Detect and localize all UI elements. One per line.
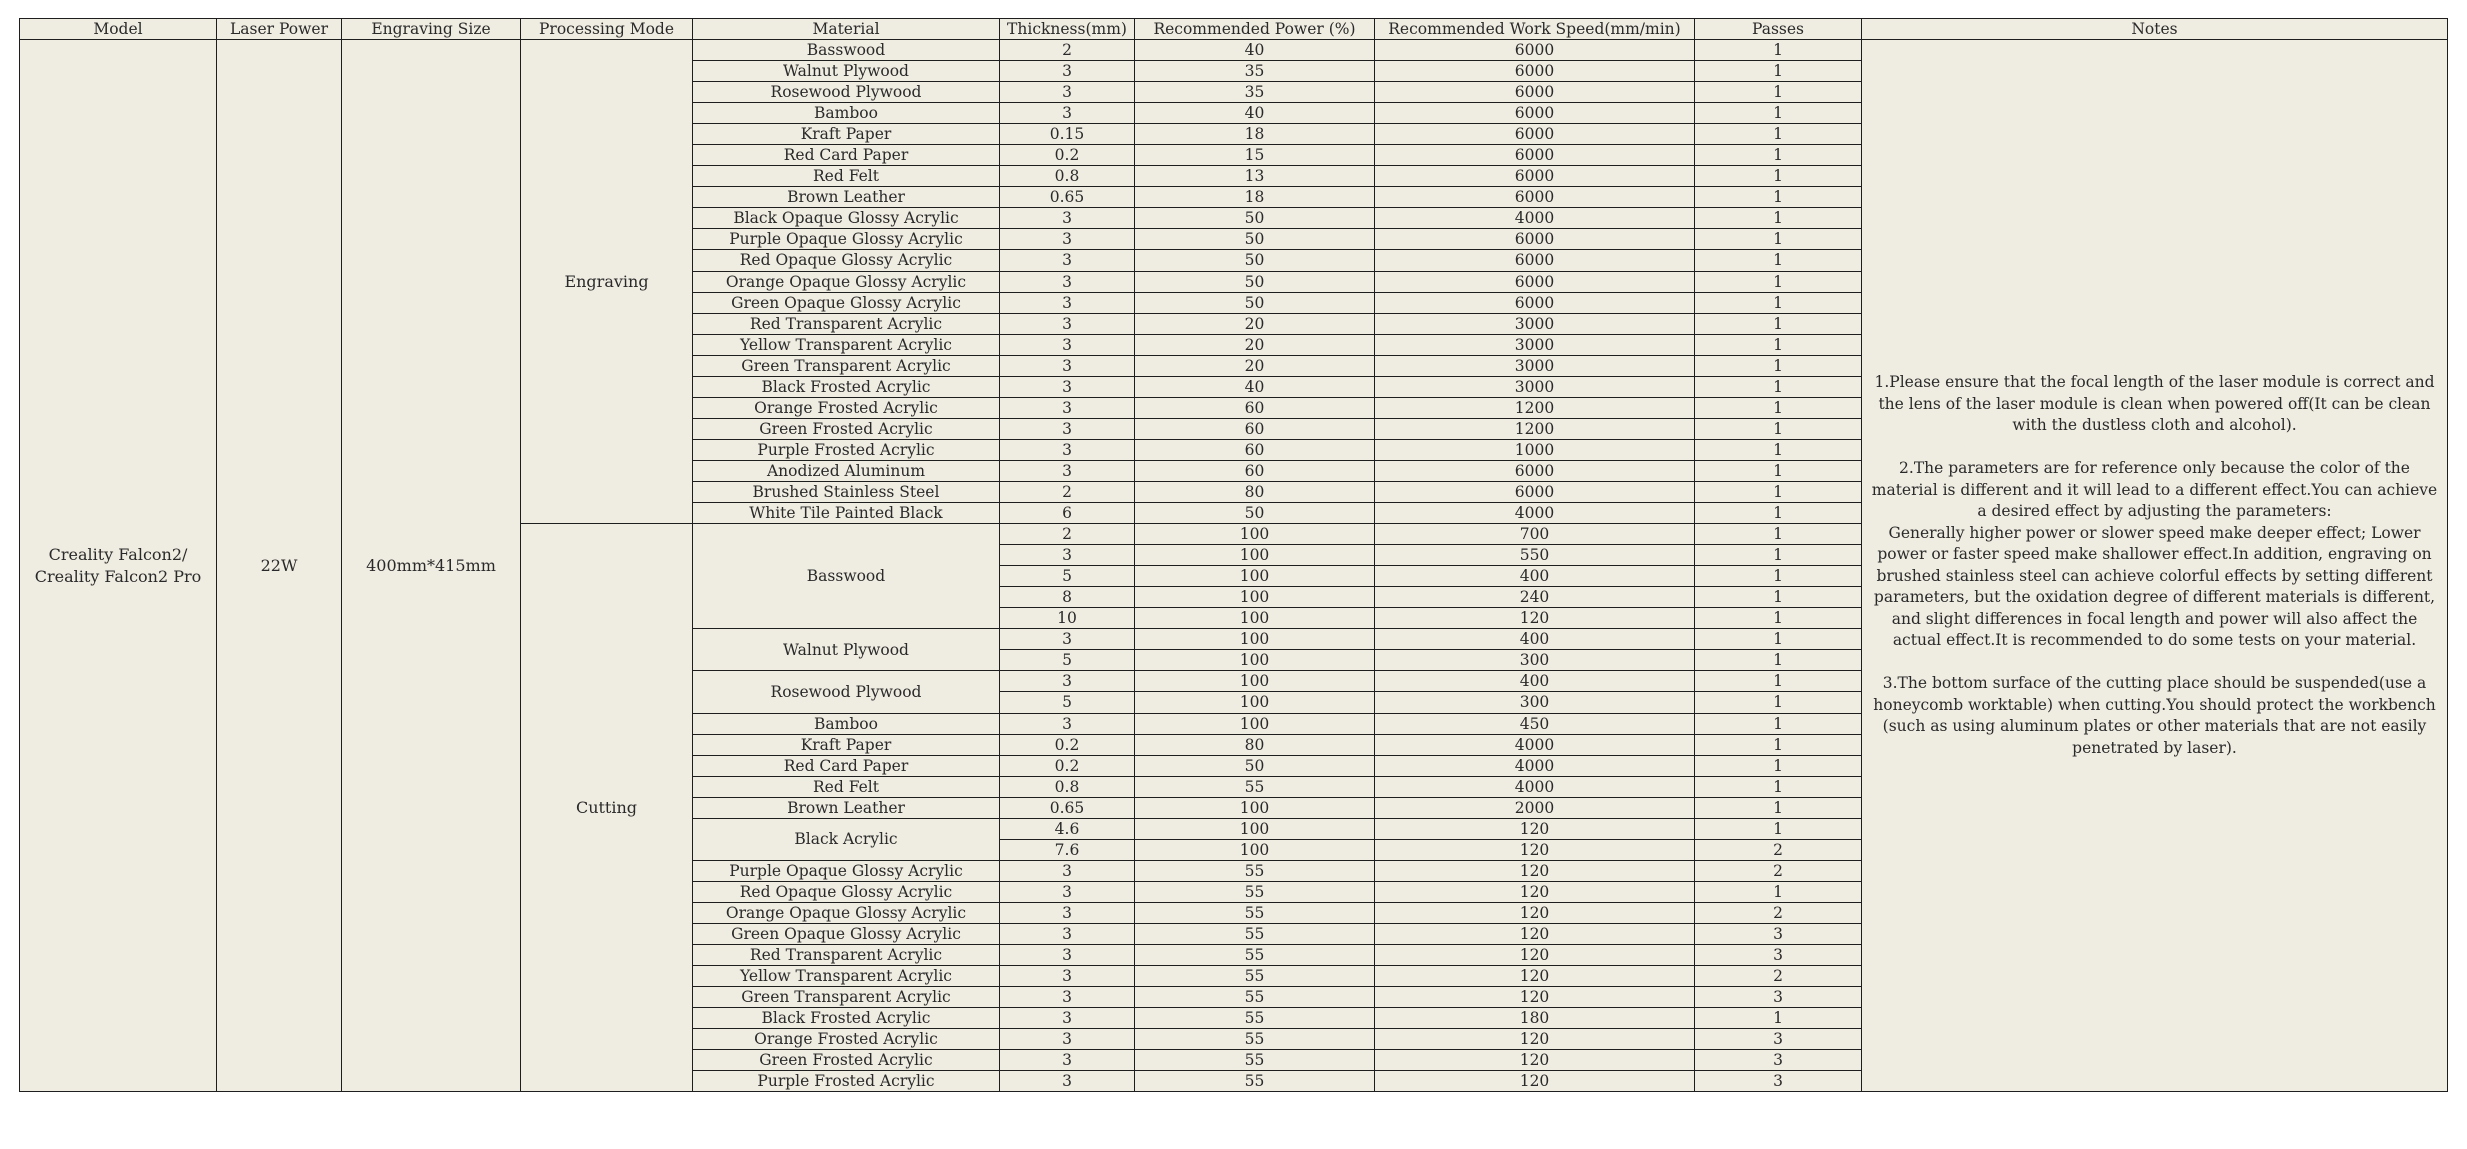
thickness-cell[interactable]: 0.65 — [1000, 187, 1135, 208]
speed-cell[interactable]: 6000 — [1375, 460, 1695, 481]
material-cell[interactable]: Red Opaque Glossy Acrylic — [693, 250, 1000, 271]
thickness-cell[interactable]: 0.2 — [1000, 734, 1135, 755]
power-cell[interactable]: 35 — [1135, 82, 1375, 103]
speed-cell[interactable]: 400 — [1375, 566, 1695, 587]
thickness-cell[interactable]: 3 — [1000, 208, 1135, 229]
speed-cell[interactable]: 120 — [1375, 881, 1695, 902]
table-row — [20, 40, 2448, 61]
passes-cell[interactable]: 1 — [1695, 313, 1862, 334]
thickness-cell[interactable]: 3 — [1000, 292, 1135, 313]
material-cell[interactable]: Green Transparent Acrylic — [693, 987, 1000, 1008]
material-cell[interactable]: Red Felt — [693, 776, 1000, 797]
passes-cell[interactable]: 1 — [1695, 82, 1862, 103]
power-cell[interactable]: 100 — [1135, 629, 1375, 650]
thickness-cell[interactable]: 3 — [1000, 860, 1135, 881]
speed-cell[interactable]: 6000 — [1375, 250, 1695, 271]
passes-cell[interactable]: 3 — [1695, 1029, 1862, 1050]
power-cell[interactable]: 55 — [1135, 945, 1375, 966]
speed-cell[interactable]: 120 — [1375, 923, 1695, 944]
spreadsheet — [19, 18, 2447, 1092]
material-cell[interactable]: Purple Frosted Acrylic — [693, 1071, 1000, 1092]
speed-cell[interactable]: 3000 — [1375, 376, 1695, 397]
material-cell[interactable]: Green Opaque Glossy Acrylic — [693, 923, 1000, 944]
model-cell[interactable]: Creality Falcon2/ Creality Falcon2 Pro — [20, 40, 217, 1092]
speed-cell[interactable]: 4000 — [1375, 208, 1695, 229]
material-cell[interactable]: Rosewood Plywood — [693, 671, 1000, 713]
header-passes[interactable]: Passes — [1695, 19, 1862, 40]
passes-cell[interactable]: 1 — [1695, 671, 1862, 692]
passes-cell[interactable]: 1 — [1695, 145, 1862, 166]
thickness-cell[interactable]: 0.8 — [1000, 166, 1135, 187]
passes-cell[interactable]: 1 — [1695, 292, 1862, 313]
header-notes[interactable]: Notes — [1862, 19, 2448, 40]
material-cell[interactable]: Yellow Transparent Acrylic — [693, 966, 1000, 987]
speed-cell[interactable]: 400 — [1375, 629, 1695, 650]
speed-cell[interactable]: 4000 — [1375, 776, 1695, 797]
power-cell[interactable]: 50 — [1135, 755, 1375, 776]
power-cell[interactable]: 100 — [1135, 545, 1375, 566]
speed-cell[interactable]: 180 — [1375, 1008, 1695, 1029]
thickness-cell[interactable]: 3 — [1000, 103, 1135, 124]
power-cell[interactable]: 100 — [1135, 650, 1375, 671]
speed-cell[interactable]: 6000 — [1375, 271, 1695, 292]
passes-cell[interactable]: 1 — [1695, 566, 1862, 587]
speed-cell[interactable]: 120 — [1375, 987, 1695, 1008]
thickness-cell[interactable]: 3 — [1000, 545, 1135, 566]
thickness-cell[interactable]: 0.2 — [1000, 145, 1135, 166]
material-cell[interactable]: Orange Opaque Glossy Acrylic — [693, 902, 1000, 923]
thickness-cell[interactable]: 3 — [1000, 460, 1135, 481]
speed-cell[interactable]: 2000 — [1375, 797, 1695, 818]
passes-cell[interactable]: 1 — [1695, 650, 1862, 671]
speed-cell[interactable]: 3000 — [1375, 334, 1695, 355]
power-cell[interactable]: 50 — [1135, 229, 1375, 250]
power-cell[interactable]: 18 — [1135, 124, 1375, 145]
material-cell[interactable]: Green Opaque Glossy Acrylic — [693, 292, 1000, 313]
passes-cell[interactable]: 1 — [1695, 334, 1862, 355]
passes-cell[interactable]: 1 — [1695, 376, 1862, 397]
material-cell[interactable]: Basswood — [693, 40, 1000, 61]
processing-mode-cell[interactable]: Cutting — [521, 524, 693, 1092]
thickness-cell[interactable]: 3 — [1000, 334, 1135, 355]
speed-cell[interactable]: 1000 — [1375, 439, 1695, 460]
power-cell[interactable]: 100 — [1135, 713, 1375, 734]
speed-cell[interactable]: 1200 — [1375, 397, 1695, 418]
power-cell[interactable]: 40 — [1135, 40, 1375, 61]
speed-cell[interactable]: 120 — [1375, 1050, 1695, 1071]
passes-cell[interactable]: 1 — [1695, 229, 1862, 250]
speed-cell[interactable]: 6000 — [1375, 166, 1695, 187]
power-cell[interactable]: 100 — [1135, 608, 1375, 629]
passes-cell[interactable]: 1 — [1695, 776, 1862, 797]
material-cell[interactable]: Yellow Transparent Acrylic — [693, 334, 1000, 355]
speed-cell[interactable]: 300 — [1375, 650, 1695, 671]
passes-cell[interactable]: 3 — [1695, 987, 1862, 1008]
power-cell[interactable]: 100 — [1135, 692, 1375, 713]
header-speed[interactable]: Recommended Work Speed(mm/min) — [1375, 19, 1695, 40]
thickness-cell[interactable]: 0.15 — [1000, 124, 1135, 145]
header-engraving-size[interactable]: Engraving Size — [342, 19, 521, 40]
power-cell[interactable]: 55 — [1135, 1029, 1375, 1050]
speed-cell[interactable]: 3000 — [1375, 355, 1695, 376]
power-cell[interactable]: 55 — [1135, 987, 1375, 1008]
material-cell[interactable]: Bamboo — [693, 713, 1000, 734]
passes-cell[interactable]: 1 — [1695, 208, 1862, 229]
passes-cell[interactable]: 1 — [1695, 124, 1862, 145]
speed-cell[interactable]: 120 — [1375, 902, 1695, 923]
engraving-size-cell[interactable]: 400mm*415mm — [342, 40, 521, 1092]
material-cell[interactable]: Red Transparent Acrylic — [693, 945, 1000, 966]
power-cell[interactable]: 50 — [1135, 292, 1375, 313]
power-cell[interactable]: 20 — [1135, 313, 1375, 334]
power-cell[interactable]: 55 — [1135, 860, 1375, 881]
table-body — [20, 40, 2448, 1092]
thickness-cell[interactable]: 3 — [1000, 313, 1135, 334]
thickness-cell[interactable]: 2 — [1000, 40, 1135, 61]
material-cell[interactable]: Walnut Plywood — [693, 61, 1000, 82]
power-cell[interactable]: 100 — [1135, 566, 1375, 587]
thickness-cell[interactable]: 2 — [1000, 524, 1135, 545]
speed-cell[interactable]: 6000 — [1375, 229, 1695, 250]
passes-cell[interactable]: 3 — [1695, 923, 1862, 944]
processing-mode-cell[interactable]: Engraving — [521, 40, 693, 524]
material-cell[interactable]: Purple Opaque Glossy Acrylic — [693, 860, 1000, 881]
power-cell[interactable]: 35 — [1135, 61, 1375, 82]
power-cell[interactable]: 20 — [1135, 355, 1375, 376]
power-cell[interactable]: 18 — [1135, 187, 1375, 208]
thickness-cell[interactable]: 3 — [1000, 61, 1135, 82]
power-cell[interactable]: 60 — [1135, 439, 1375, 460]
thickness-cell[interactable]: 3 — [1000, 397, 1135, 418]
speed-cell[interactable]: 120 — [1375, 860, 1695, 881]
passes-cell[interactable]: 2 — [1695, 902, 1862, 923]
notes-cell[interactable]: 1.Please ensure that the focal length of the laser module is correct and the lens of the laser module is clean when powered off(It can be clean with the dustless cloth and alcohol). 2.The parameters are for reference only because the color of the material is different and it will lead to a different effect.You can achieve a desired effect by adjusting the parameters: Generally higher power or slower speed make deeper effect; Lower power or faster speed make shallower effect.In addition, engraving on brushed stainless steel can achieve colorful effects by setting different parameters, but the oxidation degree of different materials is different, and slight differences in focal length and power will also affect the actual effect.It is recommended to do some tests on your material. 3.The bottom surface of the cutting place should be suspended(use a honeycomb worktable) when cutting.You should protect the workbench (such as using aluminum plates or other materials that are not easily penetrated by laser). — [1862, 40, 2448, 1092]
thickness-cell[interactable]: 0.8 — [1000, 776, 1135, 797]
passes-cell[interactable]: 1 — [1695, 418, 1862, 439]
passes-cell[interactable]: 1 — [1695, 524, 1862, 545]
power-cell[interactable]: 50 — [1135, 271, 1375, 292]
material-cell[interactable]: Bamboo — [693, 103, 1000, 124]
power-cell[interactable]: 20 — [1135, 334, 1375, 355]
passes-cell[interactable]: 1 — [1695, 355, 1862, 376]
thickness-cell[interactable]: 3 — [1000, 713, 1135, 734]
speed-cell[interactable]: 4000 — [1375, 503, 1695, 524]
power-cell[interactable]: 55 — [1135, 1050, 1375, 1071]
material-cell[interactable]: Black Acrylic — [693, 818, 1000, 860]
speed-cell[interactable]: 550 — [1375, 545, 1695, 566]
material-cell[interactable]: Orange Frosted Acrylic — [693, 1029, 1000, 1050]
power-cell[interactable]: 60 — [1135, 397, 1375, 418]
power-cell[interactable]: 100 — [1135, 587, 1375, 608]
thickness-cell[interactable]: 3 — [1000, 439, 1135, 460]
passes-cell[interactable]: 1 — [1695, 250, 1862, 271]
passes-cell[interactable]: 1 — [1695, 103, 1862, 124]
header-row — [20, 19, 2448, 40]
power-cell[interactable]: 80 — [1135, 481, 1375, 502]
material-cell[interactable]: Black Frosted Acrylic — [693, 376, 1000, 397]
thickness-cell[interactable]: 3 — [1000, 271, 1135, 292]
passes-cell[interactable]: 2 — [1695, 839, 1862, 860]
speed-cell[interactable]: 240 — [1375, 587, 1695, 608]
passes-cell[interactable]: 3 — [1695, 1071, 1862, 1092]
power-cell[interactable]: 100 — [1135, 671, 1375, 692]
passes-cell[interactable]: 1 — [1695, 503, 1862, 524]
material-cell[interactable]: Red Felt — [693, 166, 1000, 187]
thickness-cell[interactable]: 3 — [1000, 902, 1135, 923]
power-cell[interactable]: 100 — [1135, 839, 1375, 860]
speed-cell[interactable]: 1200 — [1375, 418, 1695, 439]
speed-cell[interactable]: 120 — [1375, 818, 1695, 839]
thickness-cell[interactable]: 3 — [1000, 1008, 1135, 1029]
speed-cell[interactable]: 120 — [1375, 1071, 1695, 1092]
passes-cell[interactable]: 1 — [1695, 481, 1862, 502]
thickness-cell[interactable]: 3 — [1000, 355, 1135, 376]
material-cell[interactable]: Brown Leather — [693, 187, 1000, 208]
thickness-cell[interactable]: 3 — [1000, 376, 1135, 397]
power-cell[interactable]: 80 — [1135, 734, 1375, 755]
passes-cell[interactable]: 1 — [1695, 166, 1862, 187]
material-cell[interactable]: Rosewood Plywood — [693, 82, 1000, 103]
passes-cell[interactable]: 1 — [1695, 818, 1862, 839]
header-model[interactable]: Model — [20, 19, 217, 40]
power-cell[interactable]: 50 — [1135, 250, 1375, 271]
speed-cell[interactable]: 6000 — [1375, 124, 1695, 145]
thickness-cell[interactable]: 3 — [1000, 881, 1135, 902]
thickness-cell[interactable]: 8 — [1000, 587, 1135, 608]
thickness-cell[interactable]: 2 — [1000, 481, 1135, 502]
speed-cell[interactable]: 6000 — [1375, 82, 1695, 103]
power-cell[interactable]: 100 — [1135, 818, 1375, 839]
thickness-cell[interactable]: 5 — [1000, 692, 1135, 713]
material-cell[interactable]: Red Opaque Glossy Acrylic — [693, 881, 1000, 902]
material-cell[interactable]: Brushed Stainless Steel — [693, 481, 1000, 502]
material-cell[interactable]: Walnut Plywood — [693, 629, 1000, 671]
passes-cell[interactable]: 1 — [1695, 755, 1862, 776]
power-cell[interactable]: 55 — [1135, 1008, 1375, 1029]
header-power[interactable]: Recommended Power (%) — [1135, 19, 1375, 40]
power-cell[interactable]: 50 — [1135, 208, 1375, 229]
thickness-cell[interactable]: 3 — [1000, 671, 1135, 692]
thickness-cell[interactable]: 3 — [1000, 418, 1135, 439]
thickness-cell[interactable]: 3 — [1000, 229, 1135, 250]
speed-cell[interactable]: 6000 — [1375, 103, 1695, 124]
thickness-cell[interactable]: 0.65 — [1000, 797, 1135, 818]
thickness-cell[interactable]: 4.6 — [1000, 818, 1135, 839]
material-cell[interactable]: Black Frosted Acrylic — [693, 1008, 1000, 1029]
material-cell[interactable]: Green Frosted Acrylic — [693, 418, 1000, 439]
passes-cell[interactable]: 2 — [1695, 966, 1862, 987]
power-cell[interactable]: 55 — [1135, 923, 1375, 944]
speed-cell[interactable]: 3000 — [1375, 313, 1695, 334]
material-cell[interactable]: Black Opaque Glossy Acrylic — [693, 208, 1000, 229]
speed-cell[interactable]: 120 — [1375, 945, 1695, 966]
power-cell[interactable]: 60 — [1135, 418, 1375, 439]
speed-cell[interactable]: 4000 — [1375, 734, 1695, 755]
thickness-cell[interactable]: 10 — [1000, 608, 1135, 629]
speed-cell[interactable]: 6000 — [1375, 292, 1695, 313]
speed-cell[interactable]: 4000 — [1375, 755, 1695, 776]
thickness-cell[interactable]: 3 — [1000, 82, 1135, 103]
thickness-cell[interactable]: 3 — [1000, 1029, 1135, 1050]
power-cell[interactable]: 55 — [1135, 881, 1375, 902]
speed-cell[interactable]: 120 — [1375, 839, 1695, 860]
speed-cell[interactable]: 6000 — [1375, 187, 1695, 208]
power-cell[interactable]: 40 — [1135, 376, 1375, 397]
power-cell[interactable]: 15 — [1135, 145, 1375, 166]
speed-cell[interactable]: 6000 — [1375, 481, 1695, 502]
material-cell[interactable]: Green Transparent Acrylic — [693, 355, 1000, 376]
power-cell[interactable]: 60 — [1135, 460, 1375, 481]
passes-cell[interactable]: 1 — [1695, 40, 1862, 61]
speed-cell[interactable]: 400 — [1375, 671, 1695, 692]
speed-cell[interactable]: 450 — [1375, 713, 1695, 734]
passes-cell[interactable]: 1 — [1695, 734, 1862, 755]
material-cell[interactable]: Red Card Paper — [693, 755, 1000, 776]
power-cell[interactable]: 13 — [1135, 166, 1375, 187]
thickness-cell[interactable]: 3 — [1000, 629, 1135, 650]
speed-cell[interactable]: 120 — [1375, 1029, 1695, 1050]
power-cell[interactable]: 55 — [1135, 776, 1375, 797]
speed-cell[interactable]: 6000 — [1375, 40, 1695, 61]
thickness-cell[interactable]: 3 — [1000, 945, 1135, 966]
material-cell[interactable]: Basswood — [693, 524, 1000, 629]
speed-cell[interactable]: 300 — [1375, 692, 1695, 713]
passes-cell[interactable]: 3 — [1695, 1050, 1862, 1071]
material-cell[interactable]: Purple Opaque Glossy Acrylic — [693, 229, 1000, 250]
speed-cell[interactable]: 120 — [1375, 966, 1695, 987]
passes-cell[interactable]: 1 — [1695, 397, 1862, 418]
thickness-cell[interactable]: 5 — [1000, 566, 1135, 587]
passes-cell[interactable]: 1 — [1695, 61, 1862, 82]
header-laser-power[interactable]: Laser Power — [217, 19, 342, 40]
speed-cell[interactable]: 700 — [1375, 524, 1695, 545]
material-cell[interactable]: Orange Opaque Glossy Acrylic — [693, 271, 1000, 292]
speed-cell[interactable]: 120 — [1375, 608, 1695, 629]
header-processing-mode[interactable]: Processing Mode — [521, 19, 693, 40]
passes-cell[interactable]: 1 — [1695, 439, 1862, 460]
thickness-cell[interactable]: 3 — [1000, 1050, 1135, 1071]
thickness-cell[interactable]: 7.6 — [1000, 839, 1135, 860]
passes-cell[interactable]: 3 — [1695, 945, 1862, 966]
thickness-cell[interactable]: 0.2 — [1000, 755, 1135, 776]
passes-cell[interactable]: 1 — [1695, 629, 1862, 650]
passes-cell[interactable]: 1 — [1695, 608, 1862, 629]
power-cell[interactable]: 55 — [1135, 966, 1375, 987]
power-cell[interactable]: 50 — [1135, 503, 1375, 524]
header-material[interactable]: Material — [693, 19, 1000, 40]
thickness-cell[interactable]: 3 — [1000, 923, 1135, 944]
material-cell[interactable]: Green Frosted Acrylic — [693, 1050, 1000, 1071]
passes-cell[interactable]: 1 — [1695, 187, 1862, 208]
material-cell[interactable]: Kraft Paper — [693, 734, 1000, 755]
passes-cell[interactable]: 1 — [1695, 713, 1862, 734]
passes-cell[interactable]: 2 — [1695, 860, 1862, 881]
passes-cell[interactable]: 1 — [1695, 881, 1862, 902]
laser-parameters-table — [19, 18, 2448, 1092]
speed-cell[interactable]: 6000 — [1375, 61, 1695, 82]
material-cell[interactable]: Red Card Paper — [693, 145, 1000, 166]
thickness-cell[interactable]: 3 — [1000, 966, 1135, 987]
material-cell[interactable]: Purple Frosted Acrylic — [693, 439, 1000, 460]
passes-cell[interactable]: 1 — [1695, 1008, 1862, 1029]
passes-cell[interactable]: 1 — [1695, 587, 1862, 608]
thickness-cell[interactable]: 6 — [1000, 503, 1135, 524]
thickness-cell[interactable]: 5 — [1000, 650, 1135, 671]
power-cell[interactable]: 100 — [1135, 524, 1375, 545]
thickness-cell[interactable]: 3 — [1000, 1071, 1135, 1092]
passes-cell[interactable]: 1 — [1695, 271, 1862, 292]
material-cell[interactable]: Kraft Paper — [693, 124, 1000, 145]
power-cell[interactable]: 100 — [1135, 797, 1375, 818]
passes-cell[interactable]: 1 — [1695, 797, 1862, 818]
passes-cell[interactable]: 1 — [1695, 692, 1862, 713]
passes-cell[interactable]: 1 — [1695, 545, 1862, 566]
material-cell[interactable]: Red Transparent Acrylic — [693, 313, 1000, 334]
material-cell[interactable]: Orange Frosted Acrylic — [693, 397, 1000, 418]
material-cell[interactable]: White Tile Painted Black — [693, 503, 1000, 524]
header-thickness[interactable]: Thickness(mm) — [1000, 19, 1135, 40]
power-cell[interactable]: 40 — [1135, 103, 1375, 124]
power-cell[interactable]: 55 — [1135, 1071, 1375, 1092]
thickness-cell[interactable]: 3 — [1000, 987, 1135, 1008]
material-cell[interactable]: Anodized Aluminum — [693, 460, 1000, 481]
thickness-cell[interactable]: 3 — [1000, 250, 1135, 271]
passes-cell[interactable]: 1 — [1695, 460, 1862, 481]
power-cell[interactable]: 55 — [1135, 902, 1375, 923]
laser-power-cell[interactable]: 22W — [217, 40, 342, 1092]
speed-cell[interactable]: 6000 — [1375, 145, 1695, 166]
material-cell[interactable]: Brown Leather — [693, 797, 1000, 818]
